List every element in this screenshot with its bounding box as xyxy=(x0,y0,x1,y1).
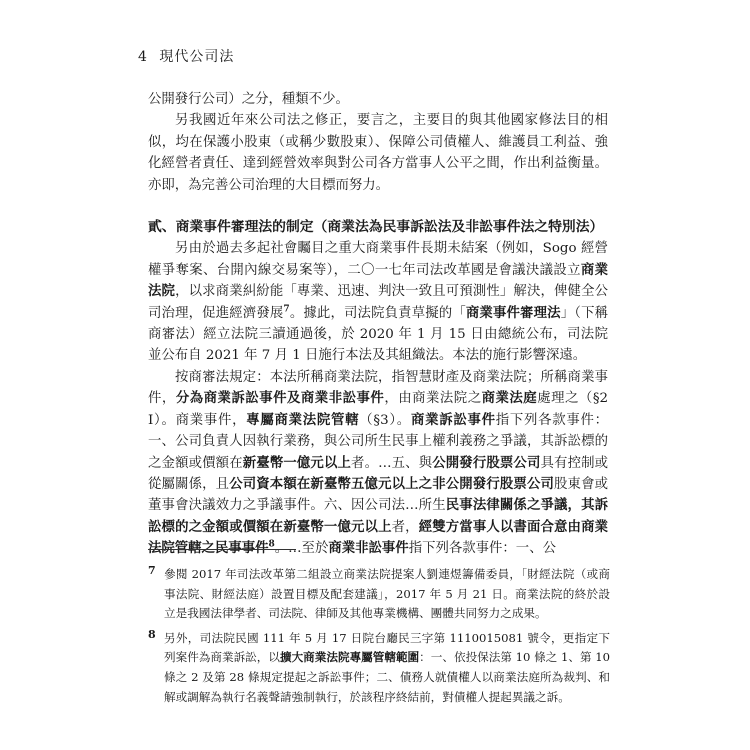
bold-term: 經雙方當事人以書面合意由商業法院管轄之民事事件 xyxy=(148,518,609,557)
footnote-mark: 7 xyxy=(148,564,156,577)
paragraph-commercial-court: 另由於過去多起社會矚目之重大商業事件長期未結案（例如，Sogo 經營權爭奪案、台開內線交易案等），二〇一七年司法改革國是會議決議設立商業法院，以求商業糾紛能「專業、迅速、判決一致且可預測性」解決，俾健全公司治理，促進經濟發展$^7$。據此，司法院負責草擬的「商業事件審理法」（下稱商審法）經立法院三讀通過後，於 2020 年 1 月 15 日由總統公布，司法院並公布自 2021 年 7 月 1 日施行本法及其組織法。本法的施行影響深遠。 xyxy=(148,241,609,364)
bold-term: 專屬商業法院管轄 xyxy=(246,411,360,428)
bold-term: 商業法院 xyxy=(148,261,608,300)
footnote-divider xyxy=(148,549,296,550)
bold-term: 公開發行股票公司 xyxy=(432,454,541,471)
paragraph-commercial-cases: 按商審法規定：本法所稱商業法院，指智慧財產及商業法院；所稱商業事件，分為商業訴訟事件及商業非訟事件，由商業法院之商業法庭處理之（§2 I）。商業事件，專屬商業法院管轄（§3）。商業訴訟事件指下列各款事件：一、公司負責人因執行業務，與公司所生民事上權利義務之爭議，其訴訟標的之金額或價額在新臺幣一億元以上者。…五、與公開發行股票公司具有控制或從屬關係，且公司資本額在新臺幣五億元以上之非公開發行股票公司股東會或董事會決議效力之爭議事件。六、因公司法…所生民事法律關係之爭議，其訴訟標的之金額或價額在新臺幣一億元以上者，經雙方當事人以書面合意由商業法院管轄之民事事件$^8$。…至於商業非訟事件指下列各款事件：一、公 xyxy=(148,369,609,557)
bold-term: 民事法律關係之爭議，其訴訟標的之金額或價額在新臺幣一億元以上 xyxy=(148,497,609,535)
bold-term: 分為商業訴訟事件及商業非訟事件 xyxy=(175,390,385,407)
bold-term: 商業訴訟事件 xyxy=(410,411,496,428)
bold-term: 商業法庭 xyxy=(481,390,538,407)
footnote-ref-8[interactable]: 8 xyxy=(268,539,275,550)
main-text xyxy=(148,89,608,560)
bold-term: 擴大商業法院專屬管轄範圍 xyxy=(279,650,420,665)
paragraph-reform-goals: 另我國近年來公司法之修正，要言之，主要目的與其他國家修法目的相似，均在保護小股東（或稱少數股東）、保障公司債權人、維護員工利益、強化經營者責任、達到經營效率與對公司各方當事人公平之間，作出利益衡量。亦即，為完善公司治理的大目標而努力。 xyxy=(148,113,608,193)
bold-term: 公司資本額在新臺幣五億元以上之非公開發行股票公司 xyxy=(229,475,555,492)
footnote-text: 另外，司法院民國 111 年 5 月 17 日院台廳民三字第 1110015081 號令，更指定下列案件為商業訴訟，以擴大商業法院專屬管轄範圍：一、依投保法第 10 條之 1、第 10 條之 2 及第 28 條規定提起之訴訟事件；二、債務人就債權人以商業法庭所為裁判、和解或調解為執行名義聲請強制執行，於該程序終結前，對債權人提起異議之訴。 xyxy=(164,630,610,704)
footnote-7 xyxy=(148,565,610,624)
section-heading: 貳、商業事件審理法的制定（商業法為民事訴訟法及非訟事件法之特別法） xyxy=(148,219,604,236)
footnote-ref-7[interactable]: 7 xyxy=(283,304,290,315)
footnote-text: 參閱 2017 年司法改革第二組設立商業法院提案人劉連煜籌備委員，「財經法院（或商事法院、財經法庭）設置目標及配套建議」，2017 年 5 月 21 日。商業法院的終於設立是我國法律學者、司法院、律師及其他專業機構、團體共同努力之成果。 xyxy=(164,567,610,621)
bold-term: 商業事件審理法 xyxy=(465,304,561,321)
running-header xyxy=(138,46,234,66)
footnote-8 xyxy=(148,629,610,707)
footnote-mark: 8 xyxy=(148,627,156,641)
bold-term: 新臺幣一億元以上 xyxy=(242,454,352,471)
footnotes xyxy=(148,565,610,712)
book-title: 現代公司法 xyxy=(159,49,235,65)
page-number: 4 xyxy=(138,49,148,65)
bold-term: 商業非訟事件 xyxy=(328,540,409,557)
paragraph-continuation: 公開發行公司）之分，種類不少。 xyxy=(148,92,349,107)
